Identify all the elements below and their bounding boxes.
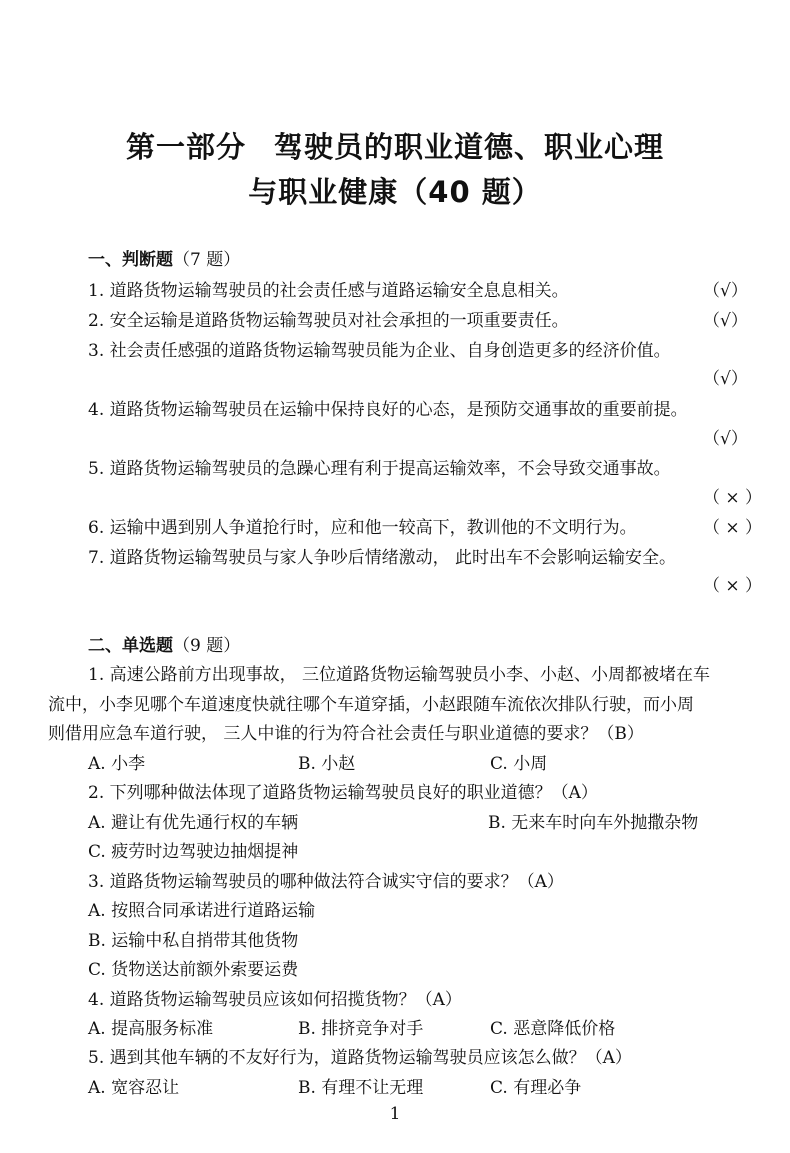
mc-question-1-line2: 流中，小李见哪个车道速度快就往哪个车道穿插，小赵跟随车流依次排队行驶，而小周 <box>48 695 694 715</box>
tf-question-7: 7. 道路货物运输驾驶员与家人争吵后情绪激动， 此时出车不会影响运输安全。 <box>88 548 677 568</box>
mc-question-1-line3: 则借用应急车道行驶， 三人中谁的行为符合社会责任与职业道德的要求？（B） <box>48 724 644 744</box>
mc-question-2: 2. 下列哪种做法体现了道路货物运输驾驶员良好的职业道德？（A） <box>88 783 598 803</box>
page-number: 1 <box>389 1104 401 1124</box>
tf-question-5: 5. 道路货物运输驾驶员的急躁心理有利于提高运输效率，不会导致交通事故。 <box>88 459 671 479</box>
mc-2-option-b: B. 无来车时向车外抛撒杂物 <box>488 813 699 833</box>
tf-question-1: 1. 道路货物运输驾驶员的社会责任感与道路运输安全息息相关。 <box>88 281 569 301</box>
mc-question-1-line1: 1. 高速公路前方出现事故， 三位道路货物运输驾驶员小李、小赵、小周都被堵在车 <box>88 665 711 685</box>
section-heading-single-choice: 二、单选题（9 题） <box>88 636 241 656</box>
chapter-title-line2: 与职业健康（40 题） <box>248 175 542 209</box>
mc-1-option-c: C. 小周 <box>490 754 548 774</box>
mc-5-option-a: A. 宽容忍让 <box>88 1078 180 1098</box>
mc-5-option-c: C. 有理必争 <box>490 1078 582 1098</box>
mc-2-option-c: C. 疲劳时边驾驶边抽烟提神 <box>88 842 299 862</box>
mc-question-4: 4. 道路货物运输驾驶员应该如何招揽货物？（A） <box>88 990 462 1010</box>
tf-answer-2: （√） <box>703 311 748 331</box>
tf-answer-6: （ × ） <box>703 518 763 538</box>
mc-4-option-c: C. 恶意降低价格 <box>490 1019 616 1039</box>
mc-5-option-b: B. 有理不让无理 <box>298 1078 424 1098</box>
mc-4-option-a: A. 提高服务标准 <box>88 1019 214 1039</box>
mc-3-option-c: C. 货物送达前额外索要运费 <box>88 960 299 980</box>
mc-question-3: 3. 道路货物运输驾驶员的哪种做法符合诚实守信的要求？（A） <box>88 872 564 892</box>
mc-1-option-b: B. 小赵 <box>298 754 356 774</box>
mc-2-option-a: A. 避让有优先通行权的车辆 <box>88 813 299 833</box>
mc-4-option-b: B. 排挤竞争对手 <box>298 1019 424 1039</box>
tf-question-2: 2. 安全运输是道路货物运输驾驶员对社会承担的一项重要责任。 <box>88 311 569 331</box>
tf-question-3: 3. 社会责任感强的道路货物运输驾驶员能为企业、自身创造更多的经济价值。 <box>88 341 671 361</box>
mc-question-5: 5. 遇到其他车辆的不友好行为，道路货物运输驾驶员应该怎么做？（A） <box>88 1048 632 1068</box>
mc-3-option-a: A. 按照合同承诺进行道路运输 <box>88 901 316 921</box>
section-heading-true-false: 一、判断题（7 题） <box>88 250 241 270</box>
chapter-title-line1: 第一部分 驾驶员的职业道德、职业心理 <box>125 130 665 164</box>
mc-3-option-b: B. 运输中私自捎带其他货物 <box>88 931 299 951</box>
tf-answer-5: （ × ） <box>703 488 763 508</box>
mc-1-option-a: A. 小李 <box>88 754 146 774</box>
tf-answer-4: （√） <box>703 429 748 449</box>
tf-answer-7: （ × ） <box>703 576 763 596</box>
tf-answer-1: （√） <box>703 281 748 301</box>
tf-answer-3: （√） <box>703 369 748 389</box>
tf-question-4: 4. 道路货物运输驾驶员在运输中保持良好的心态，是预防交通事故的重要前提。 <box>88 400 688 420</box>
tf-question-6: 6. 运输中遇到别人争道抢行时，应和他一较高下，教训他的不文明行为。 <box>88 518 637 538</box>
